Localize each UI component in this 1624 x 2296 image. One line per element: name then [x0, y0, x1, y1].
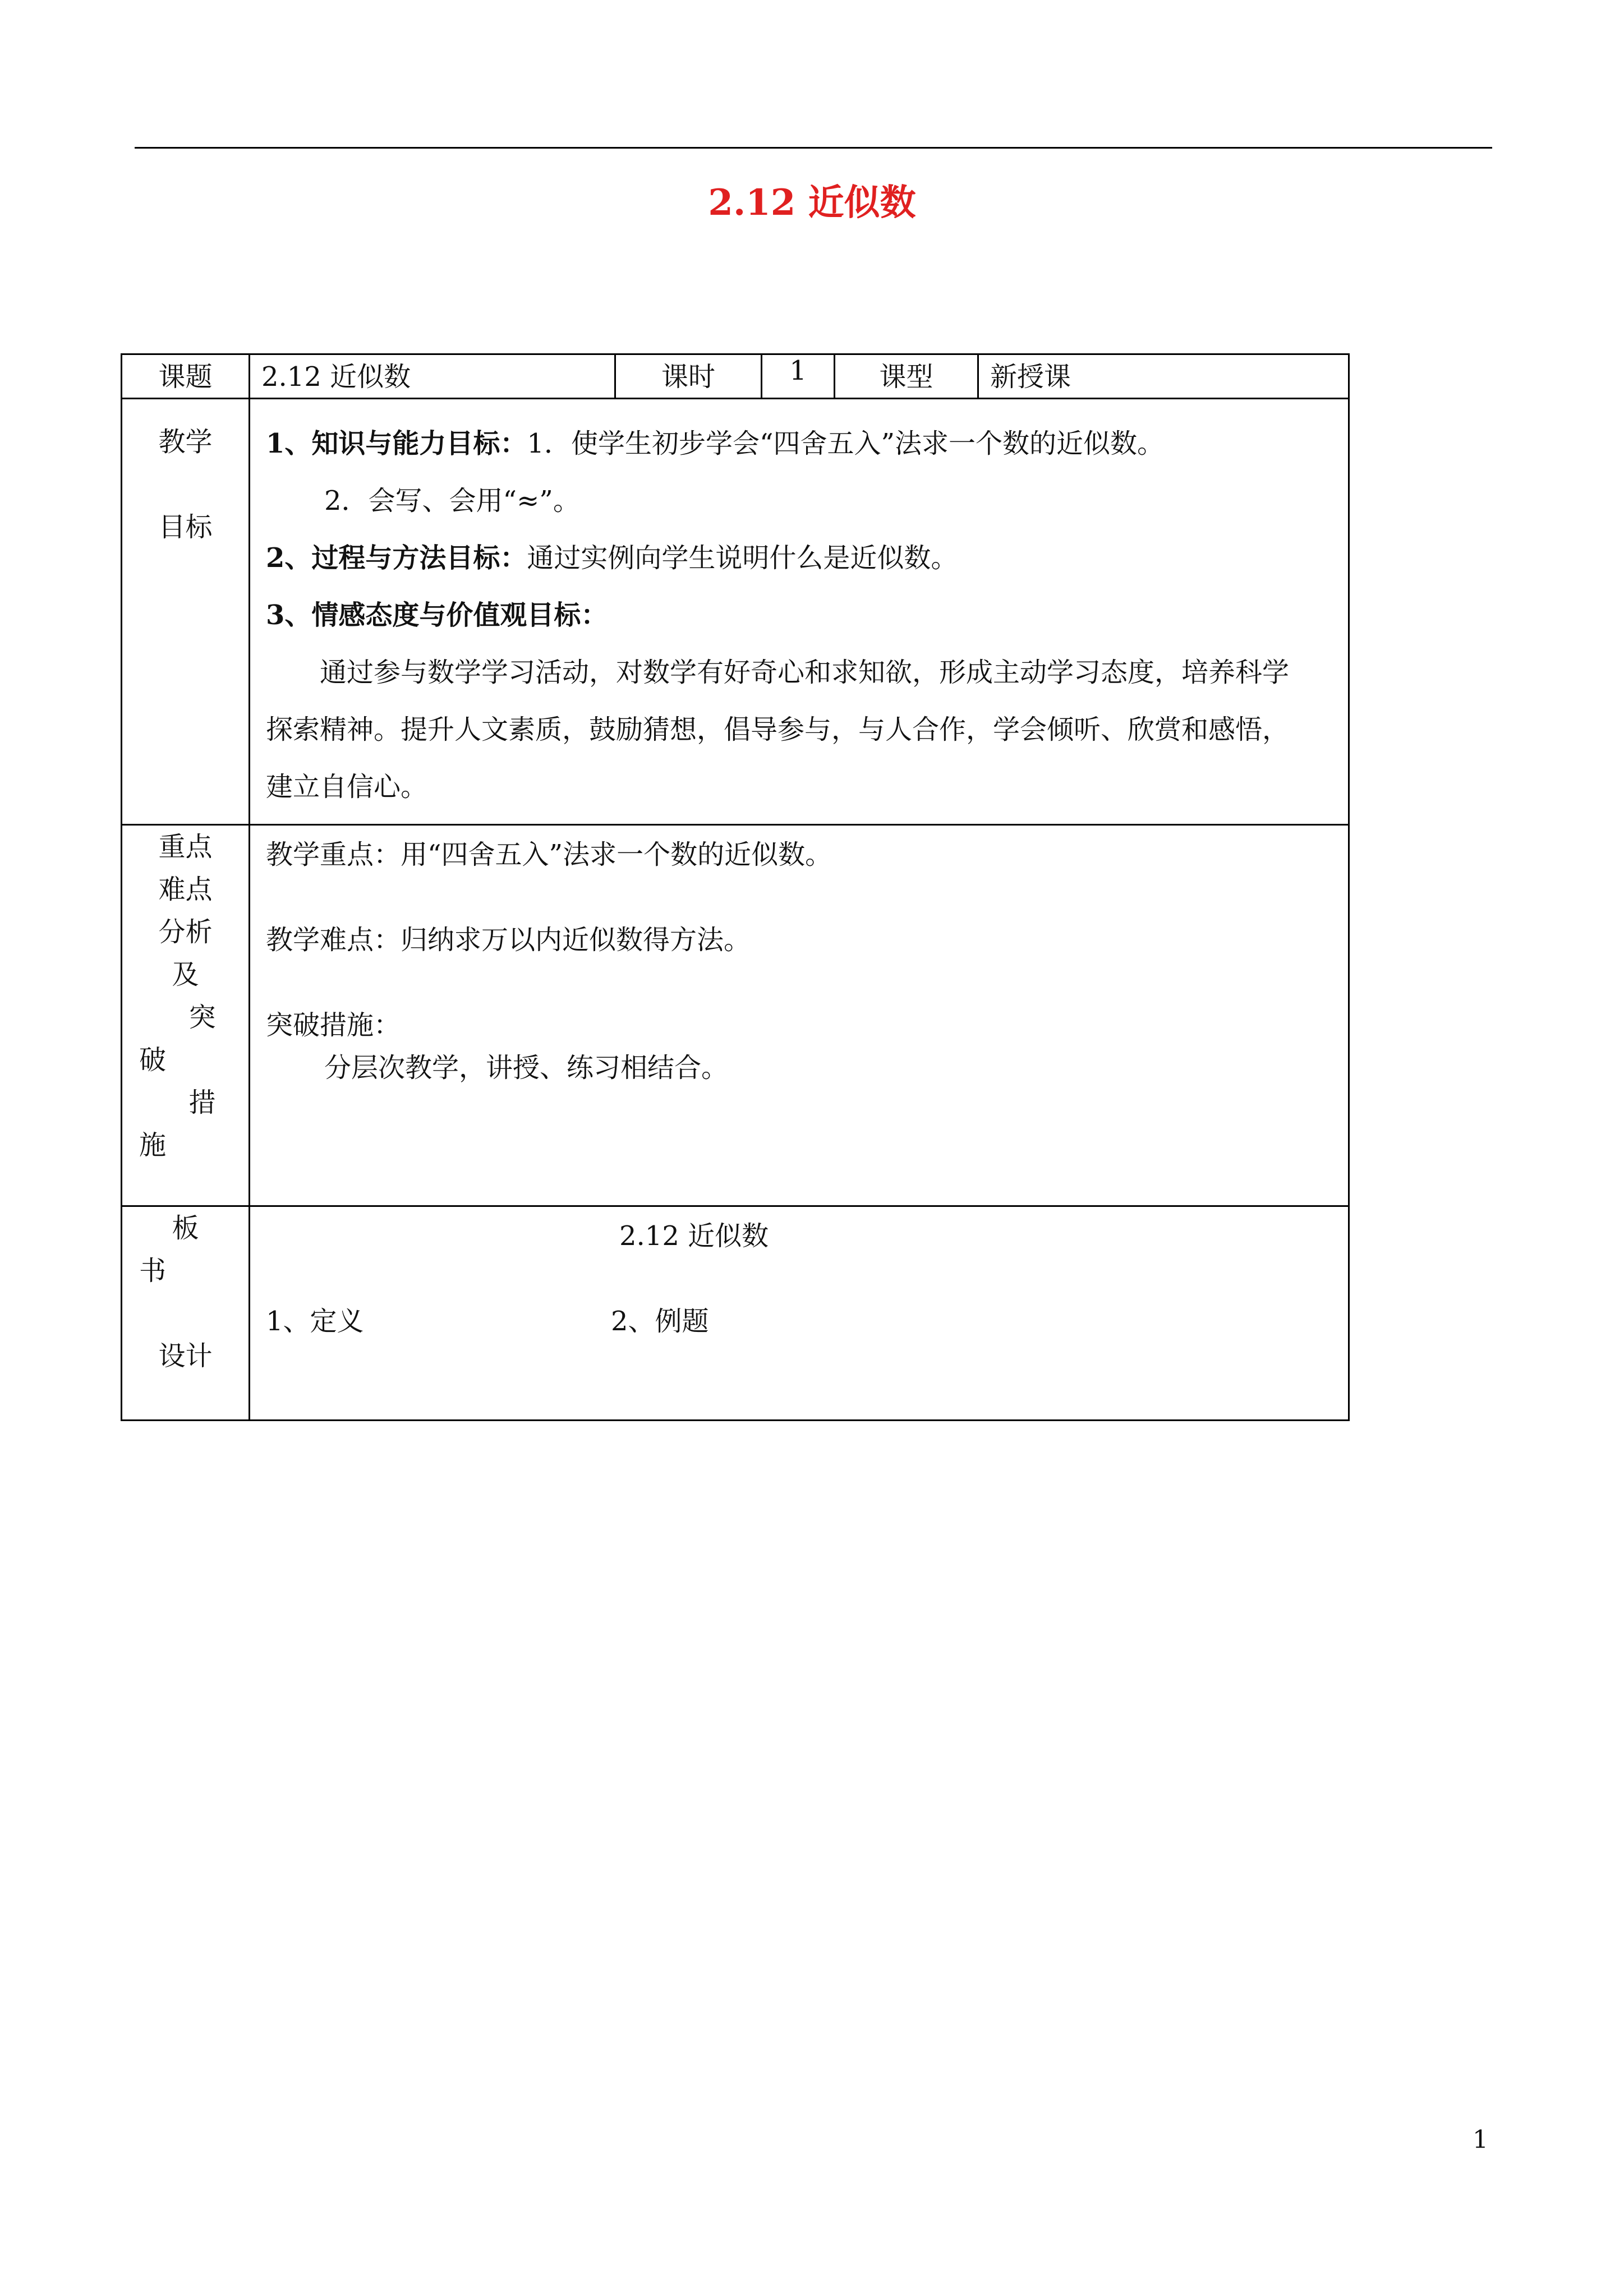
board-label-line: 设计 [158, 1340, 213, 1372]
board-design-row [122, 1206, 1349, 1421]
key-label-line: 措 [188, 1087, 216, 1118]
key-label-line: 施 [139, 1129, 167, 1161]
type-label: 课型 [835, 354, 978, 399]
type-value: 新授课 [978, 354, 1349, 399]
document-title: 2.12 近似数 [708, 182, 916, 224]
teaching-focus: 教学重点：用“四舍五入”法求一个数的近似数。 [266, 839, 832, 870]
objectives-row [122, 399, 1349, 825]
objectives-label-line: 目标 [158, 511, 213, 543]
key-label-line: 难点 [158, 874, 213, 905]
board-heading: 2.12 近似数 [619, 1220, 769, 1252]
key-points-label [122, 825, 250, 1206]
key-label-line: 分析 [158, 916, 213, 948]
objective-subitem: 2．会写、会用“≈”。 [324, 485, 580, 517]
objective-item-2 [266, 529, 1332, 587]
objective-item-1 [266, 415, 1332, 472]
topic-value: 2.12 近似数 [250, 354, 615, 399]
teaching-difficulty: 教学难点：归纳求万以内近似数得方法。 [266, 924, 751, 956]
measures-heading: 突破措施： [266, 1009, 401, 1041]
header-rule [135, 147, 1492, 149]
objectives-label [122, 399, 250, 825]
measures-text: 分层次教学，讲授、练习相结合。 [324, 1052, 729, 1084]
board-items [266, 1300, 1332, 1343]
objective-text: 1．使学生初步学会“四舍五入”法求一个数的近似数。 [527, 428, 1165, 459]
key-label-line: 破 [139, 1044, 167, 1076]
header-row [122, 354, 1349, 399]
board-item-examples: 2、例题 [611, 1306, 709, 1337]
objective-paragraph-line: 探索精神。提升人文素质，鼓励猜想，倡导参与，与人合作，学会倾听、欣赏和感悟， [266, 714, 1290, 745]
board-label-line: 书 [139, 1255, 167, 1287]
objectives-content [250, 399, 1349, 825]
objective-heading: 3、情感态度与价值观目标： [266, 600, 608, 631]
board-label-line: 板 [172, 1212, 199, 1244]
key-label-line: 重点 [158, 831, 213, 863]
objective-paragraph-line: 通过参与数学学习活动，对数学有好奇心和求知欲，形成主动学习态度，培养科学 [320, 657, 1290, 688]
board-item-definition: 1、定义 [266, 1306, 364, 1337]
page-number: 1 [1473, 2126, 1488, 2154]
objective-text: 通过实例向学生说明什么是近似数。 [527, 542, 958, 574]
key-label-line: 及 [172, 959, 199, 990]
objectives-label-line: 教学 [158, 426, 213, 458]
period-label: 课时 [615, 354, 762, 399]
topic-label: 课题 [122, 354, 250, 399]
lesson-plan-table [121, 353, 1350, 1421]
period-value: 1 [762, 354, 835, 399]
key-points-content [250, 825, 1349, 1206]
key-points-row [122, 825, 1349, 1206]
objective-heading: 2、过程与方法目标： [266, 542, 527, 574]
board-design-label [122, 1206, 250, 1421]
board-design-content [250, 1206, 1349, 1421]
objective-paragraph-line: 建立自信心。 [266, 771, 428, 803]
objective-heading: 1、知识与能力目标： [266, 428, 527, 459]
key-label-line: 突 [188, 1002, 216, 1033]
